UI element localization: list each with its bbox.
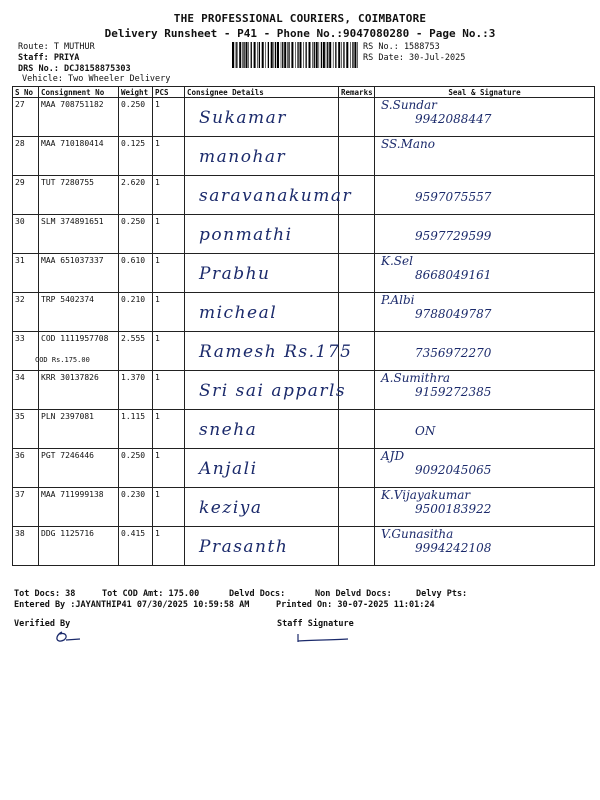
signature-cell xyxy=(375,254,595,293)
sno-cell xyxy=(13,215,39,254)
consignee-handwriting: saravanakumar xyxy=(199,186,353,206)
consignee-handwriting: Prasanth xyxy=(199,537,289,557)
total-docs: Tot Docs: 38 xyxy=(14,589,76,599)
remarks-cell xyxy=(339,410,375,449)
weight-cell-text: 1.115 xyxy=(121,412,146,421)
remarks-cell xyxy=(339,527,375,566)
pcs-cell xyxy=(153,410,185,449)
signature-phone: ON xyxy=(415,424,436,438)
weight-cell xyxy=(119,332,153,371)
sno-cell xyxy=(13,293,39,332)
consignee-cell xyxy=(185,488,339,527)
table-row xyxy=(13,137,595,176)
consignment-cell xyxy=(39,527,119,566)
delivered-docs: Delvd Docs: xyxy=(229,589,286,599)
consignee-handwriting: manohar xyxy=(199,147,287,167)
signature-name: K.Sel xyxy=(381,254,413,268)
weight-cell-text: 0.210 xyxy=(121,295,146,304)
weight-cell-text: 1.370 xyxy=(121,373,146,382)
table-row xyxy=(13,254,595,293)
pcs-cell-text: 1 xyxy=(155,178,160,187)
sno-cell-text: 31 xyxy=(15,256,25,265)
weight-cell-text: 0.230 xyxy=(121,490,146,499)
col-weight: Weight xyxy=(119,87,153,98)
sno-cell-text: 27 xyxy=(15,100,25,109)
consignee-handwriting: sneha xyxy=(199,420,258,440)
pcs-cell-text: 1 xyxy=(155,256,160,265)
col-sno: S No xyxy=(13,87,39,98)
signature-name: K.Vijayakumar xyxy=(381,488,471,502)
consignment-cell-text: SLM 374891651 xyxy=(41,217,104,226)
signature-cell xyxy=(375,410,595,449)
consignment-cell-text: PLN 2397081 xyxy=(41,412,94,421)
consignment-cell-text: COD 1111957708 xyxy=(41,334,109,343)
table-row xyxy=(13,176,595,215)
sno-cell-text: 35 xyxy=(15,412,25,421)
table-row xyxy=(13,332,595,371)
col-consignee: Consignee Details xyxy=(185,87,339,98)
pcs-cell-text: 1 xyxy=(155,295,160,304)
sno-cell-text: 29 xyxy=(15,178,25,187)
sno-cell-text: 36 xyxy=(15,451,25,460)
signature-cell xyxy=(375,527,595,566)
pcs-cell xyxy=(153,98,185,137)
total-cod: Tot COD Amt: 175.00 xyxy=(102,589,200,599)
barcode xyxy=(232,42,358,68)
signature-name: S.Sundar xyxy=(381,98,437,112)
consignment-cell-text: MAA 708751182 xyxy=(41,100,104,109)
consignee-handwriting: ponmathi xyxy=(199,225,293,245)
weight-cell xyxy=(119,176,153,215)
staff-signature: Staff Signature xyxy=(277,619,354,629)
pcs-cell xyxy=(153,527,185,566)
delivery-points: Delvy Pts: xyxy=(416,589,468,599)
signature-cell xyxy=(375,488,595,527)
consignment-cell xyxy=(39,371,119,410)
remarks-cell xyxy=(339,293,375,332)
pcs-cell xyxy=(153,332,185,371)
sno-cell xyxy=(13,449,39,488)
consignee-cell xyxy=(185,254,339,293)
weight-cell-text: 0.415 xyxy=(121,529,146,538)
pcs-cell-text: 1 xyxy=(155,334,160,343)
consignee-cell xyxy=(185,176,353,215)
remarks-cell xyxy=(339,215,375,254)
consignee-cell xyxy=(185,98,339,137)
consignment-cell-text: KRR 30137826 xyxy=(41,373,99,382)
entered-by: Entered By :JAYANTHIP41 07/30/2025 10:59:58 AM xyxy=(14,600,250,610)
consignee-cell xyxy=(185,137,339,176)
signature-name: AJD xyxy=(381,449,405,463)
consignment-cell xyxy=(39,449,119,488)
consignee-cell xyxy=(185,371,347,410)
table-row xyxy=(13,488,595,527)
sno-cell xyxy=(13,98,39,137)
signature-cell xyxy=(375,371,595,410)
consignee-cell xyxy=(185,293,339,332)
weight-cell-text: 0.250 xyxy=(121,451,146,460)
weight-cell xyxy=(119,449,153,488)
remarks-cell xyxy=(339,488,375,527)
consignee-handwriting: keziya xyxy=(199,498,263,518)
consignee-cell xyxy=(185,410,339,449)
runsheet-table xyxy=(12,86,595,566)
remarks-cell xyxy=(339,371,375,410)
consignee-handwriting: Ramesh Rs.175 xyxy=(199,342,353,362)
weight-cell xyxy=(119,410,153,449)
remarks-cell xyxy=(339,98,375,137)
consignee-handwriting: micheal xyxy=(199,303,278,323)
signature-cell xyxy=(375,176,595,215)
consignment-cell-text: DDG 1125716 xyxy=(41,529,94,538)
weight-cell xyxy=(119,371,153,410)
weight-cell-text: 2.555 xyxy=(121,334,146,343)
signature-phone: 9092045065 xyxy=(415,463,492,477)
signature-phone: 9597075557 xyxy=(415,190,492,204)
pcs-cell xyxy=(153,293,185,332)
drs-number: DRS No.: DCJ8158875303 xyxy=(18,64,131,74)
printed-on: Printed On: 30-07-2025 11:01:24 xyxy=(276,600,435,610)
col-consignment: Consignment No xyxy=(39,87,119,98)
sno-cell xyxy=(13,527,39,566)
signature-phone: 9500183922 xyxy=(415,502,492,516)
consignee-handwriting: Anjali xyxy=(199,459,258,479)
sno-cell xyxy=(13,410,39,449)
pcs-cell-text: 1 xyxy=(155,139,160,148)
consignment-cell xyxy=(39,176,119,215)
sno-cell-text: 37 xyxy=(15,490,25,499)
table-row xyxy=(13,449,595,488)
weight-cell xyxy=(119,215,153,254)
signature-cell xyxy=(375,293,595,332)
consignment-cell-text: MAA 651037337 xyxy=(41,256,104,265)
consignment-cell xyxy=(39,488,119,527)
sno-cell-text: 30 xyxy=(15,217,25,226)
weight-cell-text: 0.125 xyxy=(121,139,146,148)
weight-cell-text: 0.610 xyxy=(121,256,146,265)
signature-cell xyxy=(375,98,595,137)
weight-cell xyxy=(119,137,153,176)
consignee-cell xyxy=(185,527,339,566)
sno-cell-text: 32 xyxy=(15,295,25,304)
weight-cell-text: 0.250 xyxy=(121,217,146,226)
table-row xyxy=(13,410,595,449)
col-remarks: Remarks xyxy=(339,87,375,98)
weight-cell-text: 2.620 xyxy=(121,178,146,187)
consignee-cell xyxy=(185,215,339,254)
col-pcs: PCS xyxy=(153,87,185,98)
consignment-cell-text: TUT 7280755 xyxy=(41,178,94,187)
consignee-cell xyxy=(185,449,339,488)
sno-cell-text: 33 xyxy=(15,334,25,343)
remarks-cell xyxy=(339,176,375,215)
col-signature: Seal & Signature xyxy=(375,87,595,98)
sno-cell-text: 28 xyxy=(15,139,25,148)
pcs-cell-text: 1 xyxy=(155,373,160,382)
sno-cell xyxy=(13,371,39,410)
sno-cell xyxy=(13,488,39,527)
signature-name: A.Sumithra xyxy=(381,371,451,385)
route: Route: T MUTHUR xyxy=(18,42,95,52)
signature-name: P.Albi xyxy=(381,293,415,307)
signature-cell xyxy=(375,137,595,176)
sno-cell xyxy=(13,137,39,176)
pcs-cell-text: 1 xyxy=(155,217,160,226)
signature-phone: 9159272385 xyxy=(415,385,492,399)
signature-cell xyxy=(375,215,595,254)
consignment-cell-text: MAA 710180414 xyxy=(41,139,104,148)
weight-cell-text: 0.250 xyxy=(121,100,146,109)
consignment-cell xyxy=(39,254,119,293)
cod-note: COD Rs.175.00 xyxy=(35,356,90,364)
rs-number: RS No.: 1588753 xyxy=(363,42,440,52)
signature-cell xyxy=(375,332,595,371)
remarks-cell xyxy=(339,254,375,293)
signature-phone: 8668049161 xyxy=(415,268,492,282)
consignment-cell xyxy=(39,410,119,449)
pcs-cell xyxy=(153,449,185,488)
table-row xyxy=(13,527,595,566)
signature-phone: 7356972270 xyxy=(415,346,492,360)
pcs-cell xyxy=(153,254,185,293)
signature-name: V.Gunasitha xyxy=(381,527,454,541)
rs-date: RS Date: 30-Jul-2025 xyxy=(363,53,466,63)
signature-name: SS.Mano xyxy=(381,137,436,151)
consignment-cell-text: TRP 5402374 xyxy=(41,295,94,304)
sno-cell xyxy=(13,254,39,293)
remarks-cell xyxy=(339,332,375,371)
consignment-cell xyxy=(39,137,119,176)
weight-cell xyxy=(119,488,153,527)
pcs-cell-text: 1 xyxy=(155,451,160,460)
sno-cell xyxy=(13,332,39,371)
table-row xyxy=(13,98,595,137)
page-subtitle: Delivery Runsheet - P41 - Phone No.:9047080280 - Page No.:3 xyxy=(104,27,496,40)
pcs-cell-text: 1 xyxy=(155,529,160,538)
consignment-cell-text: PGT 7246446 xyxy=(41,451,94,460)
sno-cell-text: 38 xyxy=(15,529,25,538)
sno-cell-text: 34 xyxy=(15,373,25,382)
consignment-cell xyxy=(39,98,119,137)
pcs-cell-text: 1 xyxy=(155,100,160,109)
signature-phone: 9597729599 xyxy=(415,229,492,243)
signature-phone: 9942088447 xyxy=(415,112,492,126)
pcs-cell-text: 1 xyxy=(155,490,160,499)
signature-phone: 9994242108 xyxy=(415,541,492,555)
non-delivered-docs: Non Delvd Docs: xyxy=(315,589,392,599)
pcs-cell xyxy=(153,488,185,527)
consignment-cell xyxy=(35,332,119,371)
consignment-cell xyxy=(39,293,119,332)
staff-signature-mark xyxy=(292,632,352,646)
vehicle: Vehicle: Two Wheeler Delivery xyxy=(22,74,171,84)
consignee-handwriting: Sukamar xyxy=(199,108,287,128)
weight-cell xyxy=(119,527,153,566)
weight-cell xyxy=(119,254,153,293)
signature-cell xyxy=(375,449,595,488)
pcs-cell xyxy=(153,371,185,410)
consignment-cell xyxy=(39,215,119,254)
pcs-cell xyxy=(153,215,185,254)
weight-cell xyxy=(119,98,153,137)
page-title: THE PROFESSIONAL COURIERS, COIMBATORE xyxy=(173,12,427,25)
consignee-handwriting: Prabhu xyxy=(199,264,271,284)
consignment-cell-text: MAA 711999138 xyxy=(41,490,104,499)
staff: Staff: PRIYA xyxy=(18,53,80,63)
signature-phone: 9788049787 xyxy=(415,307,492,321)
pcs-cell xyxy=(153,176,185,215)
table-row xyxy=(13,371,595,410)
remarks-cell xyxy=(339,137,375,176)
table-row xyxy=(13,293,595,332)
sno-cell xyxy=(13,176,39,215)
weight-cell xyxy=(119,293,153,332)
pcs-cell-text: 1 xyxy=(155,412,160,421)
verifier-signature xyxy=(50,628,90,646)
consignee-cell xyxy=(185,332,353,371)
table-row xyxy=(13,215,595,254)
consignee-handwriting: Sri sai apparls xyxy=(199,381,347,401)
verified-by: Verified By xyxy=(14,619,71,629)
remarks-cell xyxy=(339,449,375,488)
pcs-cell xyxy=(153,137,185,176)
